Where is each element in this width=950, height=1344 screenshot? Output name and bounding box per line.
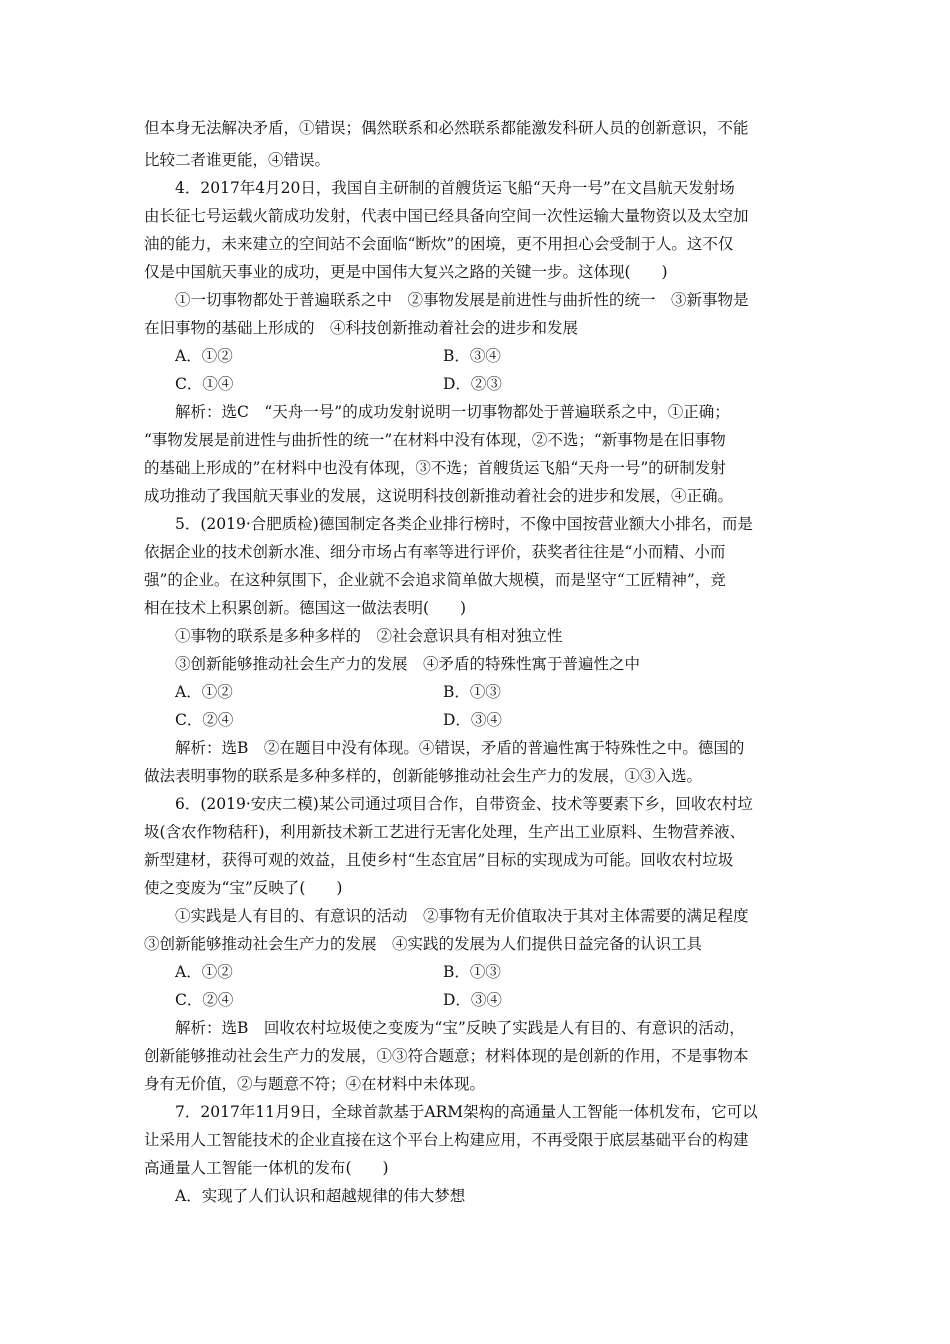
text-segment: ③创新能够推动社会生产力的发展 ④矛盾的特殊性寓于普遍性之中 <box>175 655 641 673</box>
text-line <box>0 846 950 874</box>
text-line <box>0 114 950 142</box>
text-line <box>0 454 950 482</box>
option-c: C．②④ <box>175 991 234 1009</box>
text-segment: 在旧事物的基础上形成的 ④科技创新推动着社会的进步和发展 <box>144 319 579 337</box>
option-row <box>0 706 950 734</box>
text-line <box>0 258 950 286</box>
option-a: A．实现了人们认识和超越规律的伟大梦想 <box>175 1187 466 1205</box>
option-d: D．③④ <box>443 991 502 1009</box>
text-segment: 成功推动了我国航天事业的发展，这说明科技创新推动着社会的进步和发展，④正确。 <box>144 487 734 505</box>
text-segment: 圾(含农作物秸秆)，利用新技术新工艺进行无害化处理，生产出工业原料、生物营养液、 <box>144 823 746 841</box>
option-row <box>0 370 950 398</box>
text-segment: ①一切事物都处于普遍联系之中 ②事物发展是前进性与曲折性的统一 ③新事物是 <box>175 291 749 309</box>
text-segment: ③创新能够推动社会生产力的发展 ④实践的发展为人们提供日益完备的认识工具 <box>144 935 703 953</box>
option-d: D．③④ <box>443 711 502 729</box>
text-line <box>0 202 950 230</box>
text-segment: “事物发展是前进性与曲折性的统一”在材料中没有体现，②不选；“新事物是在旧事物 <box>144 431 726 449</box>
text-segment: 的基础上形成的”在材料中也没有体现，③不选；首艘货运飞船“天舟一号”的研制发射 <box>144 459 726 477</box>
analysis-line <box>0 398 950 426</box>
text-line <box>0 1126 950 1154</box>
text-segment: 依据企业的技术创新水准、细分市场占有率等进行评价，获奖者往往是“小而精、小而 <box>144 543 726 561</box>
text-line <box>0 230 950 258</box>
question-4-line <box>0 174 950 202</box>
statement-line <box>0 650 950 678</box>
statement-line <box>0 902 950 930</box>
option-b: B．①③ <box>443 683 501 701</box>
text-line <box>0 538 950 566</box>
text-line <box>0 874 950 902</box>
statement-line <box>0 286 950 314</box>
option-row <box>0 1182 950 1210</box>
option-row <box>0 986 950 1014</box>
text-segment: 6．(2019·安庆二模)某公司通过项目合作，自带资金、技术等要素下乡，回收农村垃 <box>175 795 753 813</box>
text-segment: 仅是中国航天事业的成功，更是中国伟大复兴之路的关键一步。这体现( ) <box>144 263 668 281</box>
text-line <box>0 146 950 174</box>
option-row <box>0 678 950 706</box>
text-segment: 相在技术上积累创新。德国这一做法表明( ) <box>144 599 467 617</box>
text-line <box>0 762 950 790</box>
text-line <box>0 482 950 510</box>
text-segment: 5．(2019·合肥质检)德国制定各类企业排行榜时，不像中国按营业额大小排名，而是 <box>175 515 753 533</box>
option-c: C．②④ <box>175 711 234 729</box>
text-line <box>0 1154 950 1182</box>
text-segment: 油的能力，未来建立的空间站不会面临“断炊”的困境，更不用担心会受制于人。这不仅 <box>144 235 734 253</box>
text-segment: 身有无价值，②与题意不符；④在材料中未体现。 <box>144 1075 486 1093</box>
analysis-line <box>0 734 950 762</box>
text-segment: 创新能够推动社会生产力的发展，①③符合题意；材料体现的是创新的作用，不是事物本 <box>144 1047 749 1065</box>
question-7-line <box>0 1098 950 1126</box>
statement-line <box>0 622 950 650</box>
text-line <box>0 314 950 342</box>
text-segment: 使之变废为“宝”反映了( ) <box>144 879 343 897</box>
option-a: A．①② <box>175 683 233 701</box>
statement-line <box>0 930 950 958</box>
text-line <box>0 594 950 622</box>
text-segment: 强”的企业。在这种氛围下，企业就不会追求简单做大规模，而是坚守“工匠精神”，竞 <box>144 571 726 589</box>
text-segment: 新型建材，获得可观的效益，且使乡村“生态宜居”目标的实现成为可能。回收农村垃圾 <box>144 851 734 869</box>
option-a: A．①② <box>175 347 233 365</box>
text-segment: 高通量人工智能一体机的发布( ) <box>144 1159 389 1177</box>
text-segment: 解析：选B ②在题目中没有体现。④错误，矛盾的普遍性寓于特殊性之中。德国的 <box>175 739 745 757</box>
text-segment: 做法表明事物的联系是多种多样的，创新能够推动社会生产力的发展，①③入选。 <box>144 767 703 785</box>
text-segment: ①事物的联系是多种多样的 ②社会意识具有相对独立性 <box>175 627 563 645</box>
question-6-line <box>0 790 950 818</box>
text-segment: 4．2017年4月20日，我国自主研制的首艘货运飞船“天舟一号”在文昌航天发射场 <box>175 179 735 197</box>
text-line <box>0 1042 950 1070</box>
text-segment: 让采用人工智能技术的企业直接在这个平台上构建应用，不再受限于底层基础平台的构建 <box>144 1131 749 1149</box>
text-line <box>0 1070 950 1098</box>
text-line <box>0 426 950 454</box>
text-segment: 解析：选B 回收农村垃圾使之变废为“宝”反映了实践是人有目的、有意识的活动， <box>175 1019 745 1037</box>
text-segment: ①实践是人有目的、有意识的活动 ②事物有无价值取决于其对主体需要的满足程度 <box>175 907 749 925</box>
text-line <box>0 566 950 594</box>
text-segment: 7．2017年11月9日，全球首款基于ARM架构的高通量人工智能一体机发布，它可以 <box>175 1103 758 1121</box>
option-d: D．②③ <box>443 375 502 393</box>
text-segment: 由长征七号运载火箭成功发射，代表中国已经具备向空间一次性运输大量物资以及太空加 <box>144 207 749 225</box>
option-row <box>0 342 950 370</box>
analysis-line <box>0 1014 950 1042</box>
option-c: C．①④ <box>175 375 234 393</box>
text-segment: 解析：选C “天舟一号”的成功发射说明一切事物都处于普遍联系之中，①正确； <box>175 403 730 421</box>
option-b: B．③④ <box>443 347 501 365</box>
question-5-line <box>0 510 950 538</box>
text-line <box>0 818 950 846</box>
option-a: A．①② <box>175 963 233 981</box>
option-b: B．①③ <box>443 963 501 981</box>
text-segment: 比较二者谁更能，④错误。 <box>144 151 331 169</box>
option-row <box>0 958 950 986</box>
text-segment: 但本身无法解决矛盾，①错误；偶然联系和必然联系都能激发科研人员的创新意识，不能 <box>144 119 749 137</box>
